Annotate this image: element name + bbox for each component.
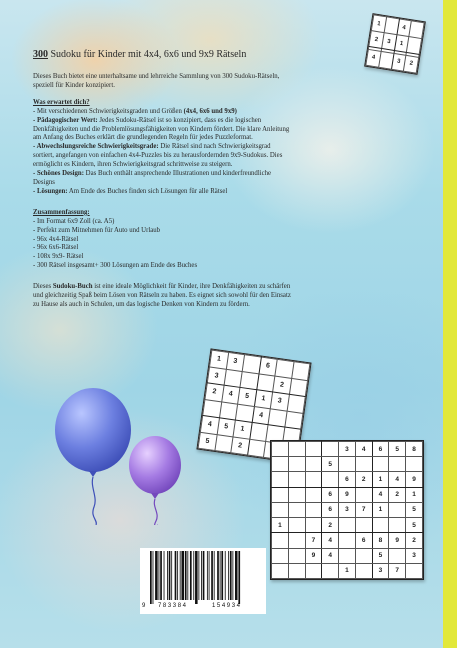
sudoku-row (272, 563, 423, 578)
sudoku-cell (389, 502, 406, 517)
summary-item: - 96x 6x6-Rätsel (33, 244, 79, 252)
sudoku-cell (407, 37, 422, 55)
intro-paragraph (33, 73, 408, 91)
sudoku-cell (288, 442, 305, 457)
sudoku-cell (288, 563, 305, 578)
sudoku-cell (355, 548, 372, 563)
sudoku-cell: 2 (406, 533, 423, 548)
sudoku-cell (288, 518, 305, 533)
barcode-bar (185, 551, 187, 600)
expect-item-paedagogik (33, 117, 408, 126)
sudoku-cell: 5 (406, 502, 423, 517)
sudoku-cell: 7 (389, 563, 406, 578)
sudoku-cell: 4 (396, 19, 411, 37)
sudoku-cell (288, 533, 305, 548)
barcode-bar (198, 551, 199, 600)
barcode-digit-group: 783384 (158, 603, 188, 609)
sudoku-cell: 5 (198, 432, 217, 451)
expect-item-line: Denkfähigkeiten und die Problemlösungsfähigkeiten von Kindern fördert. Die klare Anleitung (33, 125, 290, 133)
book-title (33, 48, 408, 61)
sudoku-cell (339, 548, 356, 563)
barcode-bar (209, 551, 210, 600)
blue-balloon-knot (89, 471, 97, 477)
sudoku-cell: 6 (339, 472, 356, 487)
barcode-bar (175, 551, 177, 600)
barcode-bar (238, 551, 240, 604)
sudoku-cell: 2 (355, 472, 372, 487)
expect-item-text: Die Rätsel sind nach Schwierigkeitsgrad (158, 143, 271, 151)
expect-item-bold: - Abwechslungsreiche Schwierigkeitsgrade: (33, 143, 159, 151)
sudoku-cell: 6 (372, 442, 389, 457)
sudoku-9x9-grid (270, 440, 424, 580)
sudoku-cell: 1 (372, 472, 389, 487)
expect-heading: Was erwartet dich? (33, 98, 90, 106)
description-text (33, 48, 408, 318)
sudoku-cell: 2 (389, 487, 406, 502)
sudoku-cell (389, 457, 406, 472)
barcode-bar (220, 551, 221, 600)
sudoku-cell (355, 518, 372, 533)
sudoku-cell: 1 (210, 350, 229, 369)
sudoku-cell: 1 (371, 15, 386, 33)
sudoku-cell: 6 (322, 502, 339, 517)
sudoku-cell: 5 (389, 442, 406, 457)
sudoku-cell (372, 457, 389, 472)
sudoku-cell (406, 563, 423, 578)
sudoku-cell: 5 (406, 518, 423, 533)
barcode-bar (193, 551, 194, 600)
expect-item-schwierigkeit (33, 143, 408, 152)
blue-balloon-string (92, 477, 96, 525)
barcode-bar (187, 551, 188, 600)
expect-item-line: am Anfang des Buches erklärt die grundlegenden Regeln für jedes Puzzleformat. (33, 134, 253, 142)
sudoku-cell: 5 (372, 548, 389, 563)
sudoku-cell: 6 (259, 357, 278, 376)
sudoku-cell (288, 548, 305, 563)
balloon-decoration (38, 375, 208, 525)
sudoku-cell: 8 (406, 442, 423, 457)
barcode-bar (235, 551, 238, 600)
sudoku-cell (355, 563, 372, 578)
barcode-bar (201, 551, 202, 600)
sudoku-cell (272, 487, 289, 502)
expect-section (33, 99, 408, 197)
expect-item-text: Das Buch enthält ansprechende Illustrationen und kinderfreundliche (83, 170, 272, 178)
closing-paragraph (33, 283, 408, 310)
expect-item-text: Am Ende des Buches finden sich Lösungen für alle Rätsel (67, 187, 228, 195)
summary-heading: Zusammenfassung: (33, 208, 90, 216)
purple-balloon (129, 436, 181, 494)
sudoku-cell: 3 (207, 366, 226, 385)
sudoku-row (272, 442, 423, 457)
barcode-bar (207, 551, 208, 600)
sudoku-cell (272, 563, 289, 578)
isbn-barcode (140, 548, 266, 614)
expect-item-bold: (4x4, 6x6 und 9x9) (183, 107, 237, 115)
spine-strip (443, 0, 457, 648)
sudoku-cell: 5 (238, 387, 257, 406)
summary-item: - 300 Rätsel insgesamt+ 300 Lösungen am Ende des Buches (33, 262, 198, 270)
sudoku-cell: 4 (366, 49, 381, 67)
barcode-bar (159, 551, 160, 600)
expect-item-line: sortiert, angefangen von einfachen 4x4-Puzzles bis zu herausfordernden 9x9-Sudokus. Dies (33, 152, 283, 160)
barcode-bar (167, 551, 168, 600)
sudoku-cell (305, 442, 322, 457)
sudoku-cell: 4 (221, 385, 240, 404)
closing-text: Dieses (33, 283, 53, 291)
sudoku-cell (322, 563, 339, 578)
expect-item-bold: - Pädagogischer Wert: (33, 116, 98, 124)
sudoku-cell: 7 (355, 502, 372, 517)
sudoku-cell: 6 (322, 487, 339, 502)
closing-bold: Sudoku-Buch (52, 283, 93, 291)
closing-line: zu Hause als auch in Schulen, um das logische Denken von Kindern zu fördern. (33, 300, 250, 308)
sudoku-cell (305, 487, 322, 502)
sudoku-row (272, 472, 423, 487)
barcode-bar (180, 551, 181, 600)
sudoku-cell (409, 21, 424, 39)
sudoku-cell: 5 (217, 418, 236, 437)
sudoku-cell: 2 (273, 376, 292, 395)
barcode-bar (153, 551, 154, 604)
barcode-bar (214, 551, 215, 600)
expect-item-text: - Mit verschiedenen Schwierigkeitsgraden und Größen (33, 107, 184, 115)
sudoku-cell: 1 (394, 35, 409, 53)
sudoku-cell: 4 (372, 487, 389, 502)
closing-text: ist eine ideale Möglichkeit für Kinder, ihre Denkfähigkeiten zu schärfen (92, 283, 291, 291)
sudoku-cell: 2 (205, 383, 224, 402)
barcode-bar (177, 551, 178, 600)
sudoku-cell (339, 457, 356, 472)
sudoku-cell: 9 (339, 487, 356, 502)
sudoku-4x4-grid (364, 13, 426, 75)
sudoku-cell (322, 442, 339, 457)
sudoku-cell: 1 (339, 563, 356, 578)
sudoku-row (272, 502, 423, 517)
sudoku-row (272, 457, 423, 472)
sudoku-cell: 3 (339, 442, 356, 457)
sudoku-row (272, 487, 423, 502)
barcode-bar (190, 551, 192, 600)
sudoku-cell: 5 (322, 457, 339, 472)
barcode-bar (171, 551, 172, 600)
expect-item-text: Jedes Sudoku-Rätsel ist so konzipiert, dass es die logischen (97, 116, 262, 124)
sudoku-cell (288, 487, 305, 502)
closing-line (33, 283, 408, 292)
expect-item-bold: - Schönes Design: (33, 170, 84, 178)
expect-item-line: ermöglicht es Kindern, ihren Schwierigkeitsgrad schrittweise zu steigern. (33, 161, 233, 169)
summary-item: - 96x 4x4-Rätsel (33, 235, 79, 243)
sudoku-cell: 1 (254, 390, 273, 409)
sudoku-cell (339, 533, 356, 548)
sudoku-cell (355, 487, 372, 502)
barcode-bar (195, 551, 198, 604)
sudoku-cell: 9 (305, 548, 322, 563)
barcode-digit-group: 154934 (212, 603, 242, 609)
sudoku-cell: 4 (200, 415, 219, 434)
sudoku-cell (305, 502, 322, 517)
sudoku-cell (272, 533, 289, 548)
sudoku-row (272, 548, 423, 563)
barcode-bar (232, 551, 233, 600)
expect-item-bold: - Lösungen: (33, 187, 68, 195)
sudoku-cell (272, 502, 289, 517)
sudoku-cell: 3 (372, 563, 389, 578)
barcode-bar (203, 551, 205, 600)
sudoku-cell: 4 (389, 472, 406, 487)
sudoku-cell: 7 (305, 533, 322, 548)
sudoku-row (272, 518, 423, 533)
sudoku-cell: 4 (355, 442, 372, 457)
sudoku-cell (305, 563, 322, 578)
sudoku-cell (272, 457, 289, 472)
barcode-bar (221, 551, 223, 600)
barcode-bar (217, 551, 219, 600)
sudoku-cell: 1 (372, 502, 389, 517)
purple-balloon-knot (151, 493, 159, 499)
sudoku-cell: 9 (406, 472, 423, 487)
sudoku-cell (389, 548, 406, 563)
barcode-digit-lead: 9 (142, 603, 146, 609)
sudoku-cell (288, 502, 305, 517)
blue-balloon (55, 388, 131, 472)
sudoku-cell: 3 (391, 53, 406, 71)
sudoku-cell (288, 457, 305, 472)
sudoku-cell: 4 (322, 548, 339, 563)
sudoku-cell: 3 (226, 352, 245, 371)
expect-item-loesungen (33, 188, 408, 197)
sudoku-cell: 1 (272, 518, 289, 533)
title-number: 300 (33, 49, 48, 60)
sudoku-cell: 3 (339, 502, 356, 517)
sudoku-cell: 2 (322, 518, 339, 533)
sudoku-cell: 4 (252, 406, 271, 425)
sudoku-cell (406, 457, 423, 472)
sudoku-cell (272, 472, 289, 487)
sudoku-cell (272, 442, 289, 457)
sudoku-cell (305, 457, 322, 472)
barcode-bar (230, 551, 232, 600)
summary-section (33, 209, 408, 271)
barcode-bars (140, 548, 266, 604)
barcode-bar (181, 551, 184, 600)
intro-line: speziell für Kinder konzipiert. (33, 81, 115, 89)
sudoku-cell: 3 (406, 548, 423, 563)
sudoku-cell (355, 457, 372, 472)
summary-item: - Im Format 6x9 Zoll (ca. A5) (33, 217, 115, 225)
sudoku-cell: 6 (355, 533, 372, 548)
sudoku-cell: 2 (404, 55, 419, 73)
sudoku-cell: 1 (233, 420, 252, 439)
sudoku-cell (305, 518, 322, 533)
sudoku-cell (372, 518, 389, 533)
sudoku-cell (305, 472, 322, 487)
barcode-bar (150, 551, 152, 604)
barcode-bar (160, 551, 162, 600)
sudoku-cell: 8 (372, 533, 389, 548)
purple-balloon-string (154, 499, 157, 525)
sudoku-cell: 2 (231, 436, 250, 455)
sudoku-cell (288, 472, 305, 487)
barcode-bar (225, 551, 226, 600)
sudoku-cell: 4 (322, 533, 339, 548)
expect-item-sizes (33, 108, 408, 117)
title-rest: Sudoku für Kinder mit 4x4, 6x6 und 9x9 Rätseln (48, 49, 247, 60)
sudoku-row (272, 533, 423, 548)
barcode-bar (228, 551, 229, 600)
barcode-bar (155, 551, 158, 600)
sudoku-cell: 3 (381, 33, 396, 51)
sudoku-cell (339, 518, 356, 533)
sudoku-cell: 1 (406, 487, 423, 502)
intro-line: Dieses Buch bietet eine unterhaltsame und lehrreiche Sammlung von 300 Sudoku-Rätseln, (33, 73, 280, 80)
barcode-bar (169, 551, 171, 600)
expect-item-design (33, 170, 408, 179)
summary-item: - 108x 9x9- Rätsel (33, 253, 84, 261)
sudoku-cell: 9 (389, 533, 406, 548)
summary-item: - Perfekt zum Mitnehmen für Auto und Urlaub (33, 226, 161, 234)
sudoku-cell (389, 518, 406, 533)
sudoku-cell (322, 472, 339, 487)
barcode-bar (164, 551, 165, 600)
sudoku-cell: 3 (270, 392, 289, 411)
barcode-bar (211, 551, 213, 600)
sudoku-cell (272, 548, 289, 563)
sudoku-cell: 2 (369, 31, 384, 49)
closing-line: und gleichzeitig Spaß beim Lösen von Rätseln zu haben. Es eignet sich sowohl für den Einsatz (33, 292, 291, 300)
expect-item-line: Designs (33, 178, 55, 186)
